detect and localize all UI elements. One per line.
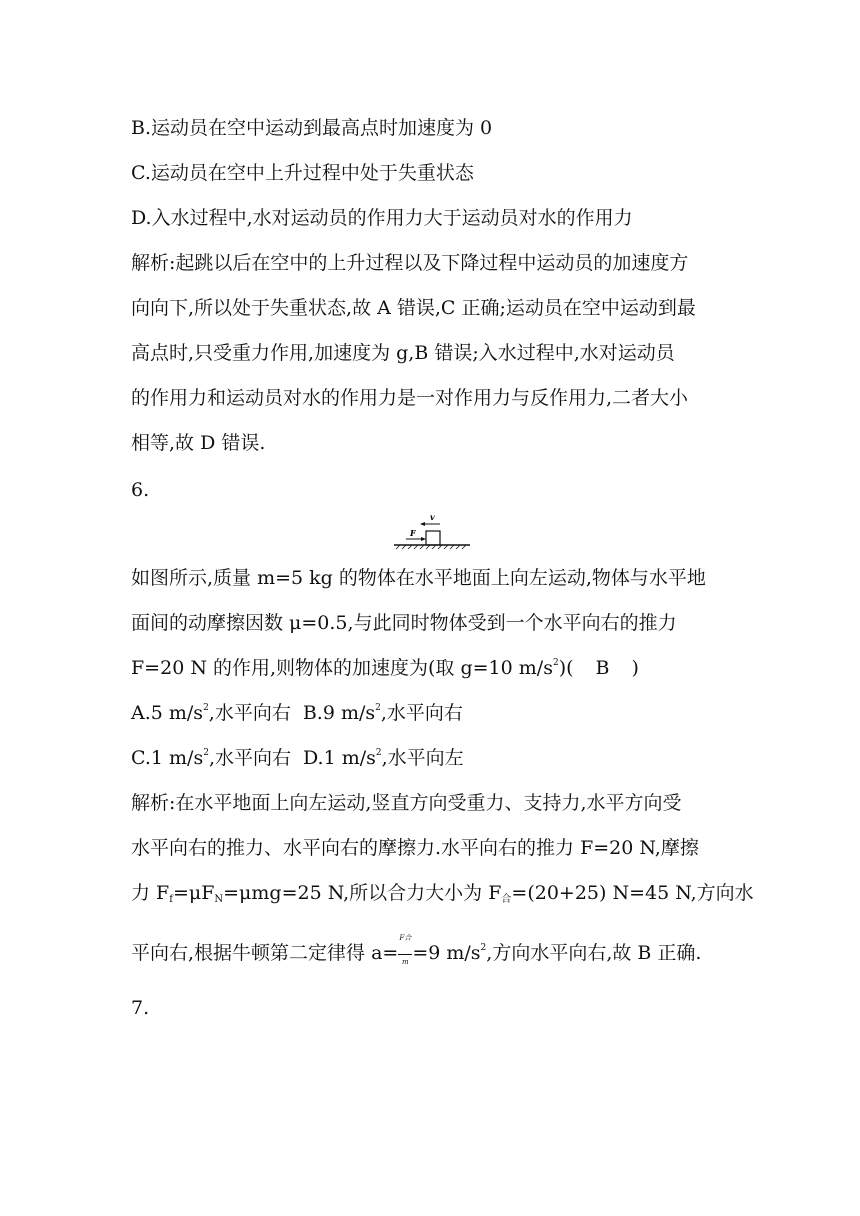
velocity-arrowhead: [420, 522, 425, 526]
force-arrowhead: [421, 537, 426, 541]
q6-options-cd: [131, 746, 464, 770]
q5-option-c: C.运动员在空中上升过程中处于失重状态: [131, 162, 474, 184]
q5-analysis-line-4: 的作用力和运动员对水的作用力是一对作用力与反作用力,二者大小: [131, 387, 689, 409]
q6-force-diagram: [392, 509, 472, 551]
stem-3-close: ): [631, 657, 639, 679]
stem-3-text: F=20 N 的作用,则物体的加速度为(取 g=10 m/s: [131, 657, 553, 679]
block-on-ground-diagram: [392, 509, 472, 551]
block: [426, 531, 440, 545]
q5-analysis-line-1: 解析:起跳以后在空中的上升过程以及下降过程中运动员的加速度方: [131, 252, 689, 274]
stem-3-paren: )(: [558, 657, 574, 679]
q6-options-ab: [131, 701, 463, 725]
q5-analysis-line-3: 高点时,只受重力作用,加速度为 g,B 错误;入水过程中,水对运动员: [131, 342, 675, 364]
stem-3-sup: 2: [552, 658, 559, 668]
answer-choice: B: [595, 657, 610, 679]
option-d: D.1 $m/s^2$,水平向左: [302, 747, 464, 769]
q6-analysis-line-3: 力 $F_f=\mu F_N=\mu mg=25$ N,所以合力大小为 $F_合=(20+25)$ N=45 N,方向水: [131, 882, 754, 905]
q6-number: 6.: [131, 479, 150, 501]
velocity-label: v: [430, 512, 435, 522]
q5-analysis-line-5: 相等,故 D 错误.: [131, 432, 266, 454]
q5-option-b: B.运动员在空中运动到最高点时加速度为 0: [131, 117, 493, 139]
q7-number: 7.: [131, 997, 150, 1019]
option-b: B.9 $m/s^2$,水平向右: [302, 702, 463, 724]
force-label: F: [410, 528, 416, 538]
q6-stem-line-2: 面间的动摩擦因数 μ=0.5,与此同时物体受到一个水平向右的推力: [131, 612, 677, 634]
q6-analysis-line-4: 平向右,根据牛顿第二定律得 a= F合 m =9 $m/s^2$,方向水平向右,故 B 正确.: [131, 934, 702, 966]
q5-analysis-line-2: 向向下,所以处于失重状态,故 A 错误,C 正确;运动员在空中运动到最: [131, 297, 696, 319]
q6-stem-line-3: [131, 656, 639, 680]
q5-option-d: D.入水过程中,水对运动员的作用力大于运动员对水的作用力: [131, 207, 633, 229]
q6-stem-line-1: 如图所示,质量 m=5 kg 的物体在水平地面上向左运动,物体与水平地: [131, 567, 706, 589]
fraction: F合 m: [399, 934, 412, 966]
q6-analysis-line-1: 解析:在水平地面上向左运动,竖直方向受重力、支持力,水平方向受: [131, 792, 682, 814]
option-a: A.5 $m/s^2$,水平向右: [131, 702, 291, 724]
option-c: C.1 $m/s^2$,水平向右: [131, 747, 291, 769]
q6-analysis-line-2: 水平向右的推力、水平向右的摩擦力.水平向右的推力 F=20 N,摩擦: [131, 837, 699, 859]
